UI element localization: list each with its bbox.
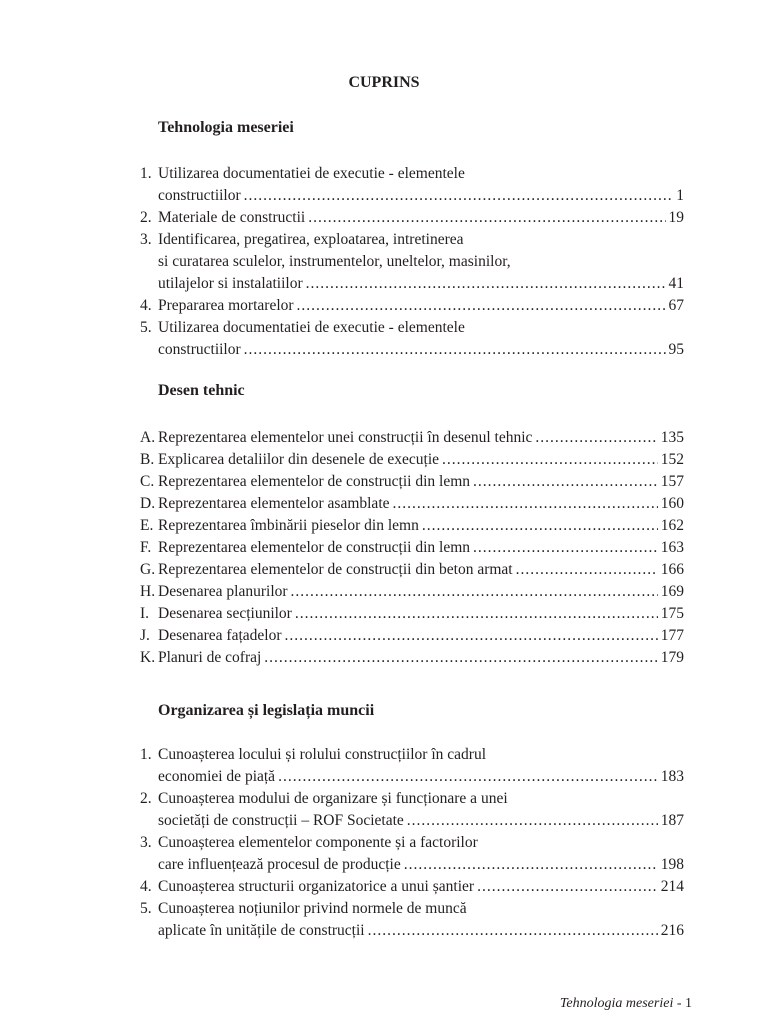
section-heading-desen: Desen tehnic xyxy=(158,382,245,399)
toc-entry xyxy=(140,317,684,361)
toc-entry-title: Desenarea fațadelor xyxy=(158,627,282,644)
toc-entry-title: aplicate în unitățile de construcții xyxy=(158,922,365,939)
toc-page-number: 166 xyxy=(660,561,684,578)
toc-page-number: 162 xyxy=(660,517,684,534)
toc-entry xyxy=(140,515,684,537)
toc-entry-title: Desenarea planurilor xyxy=(158,583,288,600)
toc-entry-number: 1. xyxy=(140,165,152,182)
dot-leader xyxy=(477,876,658,898)
footer-separator: - xyxy=(673,996,685,1011)
toc-entry-number: 2. xyxy=(140,209,152,226)
toc-page-number: 187 xyxy=(660,812,684,829)
toc-entry-number: J. xyxy=(140,627,150,644)
dot-leader xyxy=(407,810,658,832)
toc-entry-title: Reprezentarea elementelor de construcții din lemn xyxy=(158,473,471,490)
toc-entry-text-line: Cunoașterea modului de organizare și funcționare a unei xyxy=(158,790,508,807)
toc-entry-number: 4. xyxy=(140,297,152,314)
toc-entry-text-line: Utilizarea documentatiei de executie - elementele xyxy=(158,319,465,336)
footer-page-number: 1 xyxy=(685,996,692,1011)
toc-entry-number: G. xyxy=(140,561,156,578)
dot-leader xyxy=(473,537,658,559)
toc-page-number: 216 xyxy=(660,922,684,939)
toc-page-number: 177 xyxy=(660,627,684,644)
toc-page-number: 157 xyxy=(660,473,684,490)
toc-entry-title: Reprezentarea elementelor de construcții din beton armat xyxy=(158,561,513,578)
toc-entry xyxy=(140,207,684,229)
toc-entry-title: utilajelor si instalatiilor xyxy=(158,275,303,292)
toc-page-number: 152 xyxy=(660,451,684,468)
dot-leader xyxy=(291,581,658,603)
toc-page-number: 163 xyxy=(660,539,684,556)
toc-page-number: 214 xyxy=(660,878,684,895)
toc-section-desen xyxy=(140,427,684,669)
toc-entry-title: Cunoașterea structurii organizatorice a unui șantier xyxy=(158,878,475,895)
toc-entry-number: 5. xyxy=(140,319,152,336)
section-heading-organizarea: Organizarea și legislația muncii xyxy=(158,702,375,719)
toc-entry-title: constructiilor xyxy=(158,187,241,204)
toc-entry xyxy=(140,581,684,603)
toc-entry xyxy=(140,559,684,581)
toc-entry-text-line: Cunoașterea locului și rolului construcțiilor în cadrul xyxy=(158,746,487,763)
dot-leader xyxy=(306,273,666,295)
page-footer xyxy=(560,996,692,1012)
dot-leader xyxy=(244,339,666,361)
toc-page-number: 135 xyxy=(660,429,684,446)
dot-leader xyxy=(244,185,674,207)
dot-leader xyxy=(473,471,658,493)
toc-entry-title: constructiilor xyxy=(158,341,241,358)
toc-page-number: 160 xyxy=(660,495,684,512)
toc-entry-title: Materiale de constructii xyxy=(158,209,306,226)
toc-page-number: 95 xyxy=(668,341,684,358)
dot-leader xyxy=(442,449,658,471)
dot-leader xyxy=(393,493,658,515)
toc-entry-number: 3. xyxy=(140,231,152,248)
toc-entry-number: I. xyxy=(140,605,150,622)
dot-leader xyxy=(264,647,657,669)
dot-leader xyxy=(297,295,666,317)
toc-entry-text-line: Cunoașterea elementelor componente și a factorilor xyxy=(158,834,478,851)
toc-entry-title: care influențează procesul de producție xyxy=(158,856,401,873)
toc-page-number: 1 xyxy=(676,187,684,204)
toc-entry-title: societăți de construcții – ROF Societate xyxy=(158,812,404,829)
dot-leader xyxy=(308,207,665,229)
toc-entry xyxy=(140,427,684,449)
toc-entry xyxy=(140,295,684,317)
toc-page-number: 19 xyxy=(668,209,684,226)
toc-section-tehnologia xyxy=(140,163,684,361)
toc-entry-number: H. xyxy=(140,583,156,600)
toc-entry-number: K. xyxy=(140,649,156,666)
toc-entry-number: 5. xyxy=(140,900,152,917)
toc-entry-number: C. xyxy=(140,473,155,490)
dot-leader xyxy=(278,766,658,788)
toc-page-number: 41 xyxy=(668,275,684,292)
toc-entry-text-line: Identificarea, pregatirea, exploatarea, intretinerea xyxy=(158,231,464,248)
toc-entry-number: D. xyxy=(140,495,156,512)
dot-leader xyxy=(404,854,658,876)
dot-leader xyxy=(368,920,658,942)
toc-entry xyxy=(140,832,684,876)
toc-entry-title: Reprezentarea elementelor de construcții din lemn xyxy=(158,539,471,556)
toc-entry-number: B. xyxy=(140,451,155,468)
toc-entry-text-line: Utilizarea documentatiei de executie - elementele xyxy=(158,165,465,182)
toc-entry-number: 1. xyxy=(140,746,152,763)
toc-entry xyxy=(140,229,684,295)
footer-title: Tehnologia meseriei xyxy=(559,996,674,1011)
toc-entry-title: economiei de piață xyxy=(158,768,276,785)
toc-entry-title: Reprezentarea elementelor asamblate xyxy=(158,495,390,512)
toc-entry xyxy=(140,449,684,471)
toc-entry xyxy=(140,603,684,625)
dot-leader xyxy=(535,427,657,449)
dot-leader xyxy=(422,515,658,537)
toc-entry xyxy=(140,898,684,942)
toc-entry xyxy=(140,788,684,832)
toc-entry-number: A. xyxy=(140,429,156,446)
toc-entry-title: Desenarea secțiunilor xyxy=(158,605,292,622)
toc-entry-text-line: si curatarea sculelor, instrumentelor, uneltelor, masinilor, xyxy=(158,253,511,270)
toc-entry-number: F. xyxy=(140,539,152,556)
toc-entry xyxy=(140,471,684,493)
toc-entry xyxy=(140,163,684,207)
toc-entry xyxy=(140,537,684,559)
toc-page-number: 175 xyxy=(660,605,684,622)
toc-entry xyxy=(140,876,684,898)
toc-entry-number: 2. xyxy=(140,790,152,807)
toc-section-organizarea xyxy=(140,744,684,942)
toc-entry-title: Prepararea mortarelor xyxy=(158,297,294,314)
toc-page-number: 183 xyxy=(660,768,684,785)
toc-entry-title: Explicarea detaliilor din desenele de execuție xyxy=(158,451,440,468)
toc-entry-title: Reprezentarea îmbinării pieselor din lemn xyxy=(158,517,419,534)
section-heading-tehnologia: Tehnologia meseriei xyxy=(158,119,294,136)
dot-leader xyxy=(516,559,658,581)
toc-page-number: 198 xyxy=(660,856,684,873)
toc-entry-number: 4. xyxy=(140,878,152,895)
dot-leader xyxy=(285,625,658,647)
toc-entry-number: E. xyxy=(140,517,154,534)
page-title: CUPRINS xyxy=(348,74,420,91)
toc-entry xyxy=(140,744,684,788)
toc-entry xyxy=(140,647,684,669)
dot-leader xyxy=(295,603,658,625)
toc-entry-number: 3. xyxy=(140,834,152,851)
toc-entry-title: Planuri de cofraj xyxy=(158,649,262,666)
toc-page-number: 169 xyxy=(660,583,684,600)
toc-entry xyxy=(140,625,684,647)
toc-entry-title: Reprezentarea elementelor unei construcții în desenul tehnic xyxy=(158,429,533,446)
toc-page-number: 67 xyxy=(668,297,684,314)
toc-entry-text-line: Cunoașterea noțiunilor privind normele de muncă xyxy=(158,900,467,917)
toc-page-number: 179 xyxy=(660,649,684,666)
toc-entry xyxy=(140,493,684,515)
